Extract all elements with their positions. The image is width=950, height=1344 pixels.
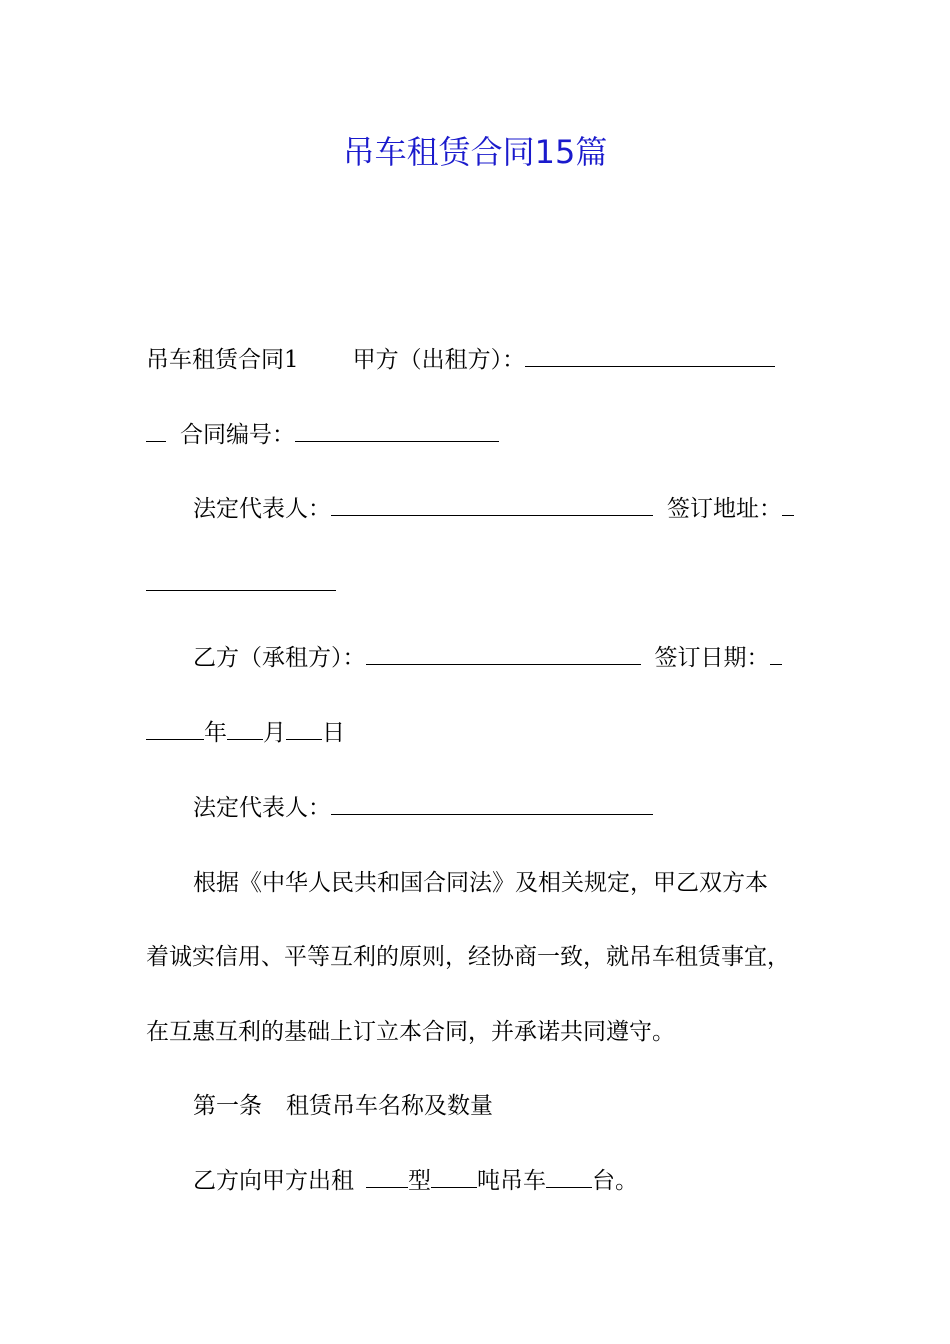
article-1-title: 租赁吊车名称及数量 <box>286 1093 493 1119</box>
legal-rep-b-blank <box>331 794 653 815</box>
legal-rep-a-blank <box>331 495 653 516</box>
signing-date-blank <box>770 644 782 665</box>
article-1-heading <box>193 1089 810 1123</box>
date-line <box>146 716 810 750</box>
party-a-blank <box>525 346 775 367</box>
contract-no-label: 合同编号： <box>180 422 295 448</box>
year-label: 年 <box>204 720 227 746</box>
quantity-blank <box>546 1167 592 1188</box>
model-blank <box>366 1167 408 1188</box>
tonnage-blank <box>431 1167 477 1188</box>
signing-place-blank-cont <box>146 570 336 591</box>
party-a-blank-cont <box>146 421 166 442</box>
party-b-label: 乙方（承租方）： <box>193 645 366 671</box>
preamble-line-2: 着诚实信用、平等互利的原则，经协商一致，就吊车租赁事宜， <box>146 944 790 970</box>
signing-place-label: 签订地址： <box>667 496 782 522</box>
legal-rep-label-b: 法定代表人： <box>193 795 331 821</box>
legal-rep-b-line <box>193 791 810 825</box>
article-1-text-b: 型 <box>408 1168 431 1194</box>
day-label: 日 <box>322 720 345 746</box>
article-1-number: 第一条 <box>193 1093 262 1119</box>
article-1-text <box>193 1164 810 1198</box>
party-b-blank <box>366 644 641 665</box>
legal-rep-label-a: 法定代表人： <box>193 496 331 522</box>
article-1-text-a: 乙方向甲方出租 <box>193 1168 354 1194</box>
legal-rep-a-line <box>193 492 810 526</box>
signing-date-label: 签订日期： <box>654 645 770 671</box>
year-blank <box>146 719 204 740</box>
day-blank <box>286 719 322 740</box>
preamble-line-3: 在互惠互利的基础上订立本合同，并承诺共同遵守。 <box>146 1019 675 1045</box>
month-label: 月 <box>263 720 286 746</box>
signing-place-blank <box>782 495 794 516</box>
page-title: 吊车租赁合同15篇 <box>342 133 608 171</box>
section-label: 吊车租赁合同1 <box>146 347 299 373</box>
contract-no-blank <box>295 421 499 442</box>
month-blank <box>227 719 263 740</box>
party-b-line <box>193 641 810 675</box>
party-a-line <box>146 343 810 377</box>
article-1-text-d: 台。 <box>592 1168 638 1194</box>
article-1-text-c: 吨吊车 <box>477 1168 546 1194</box>
party-a-label: 甲方（出租方）： <box>352 347 526 373</box>
contract-no-line <box>146 418 810 452</box>
preamble-line-1: 根据《中华人民共和国合同法》及相关规定，甲乙双方本 <box>193 870 768 896</box>
signing-place-cont-line <box>146 567 810 601</box>
